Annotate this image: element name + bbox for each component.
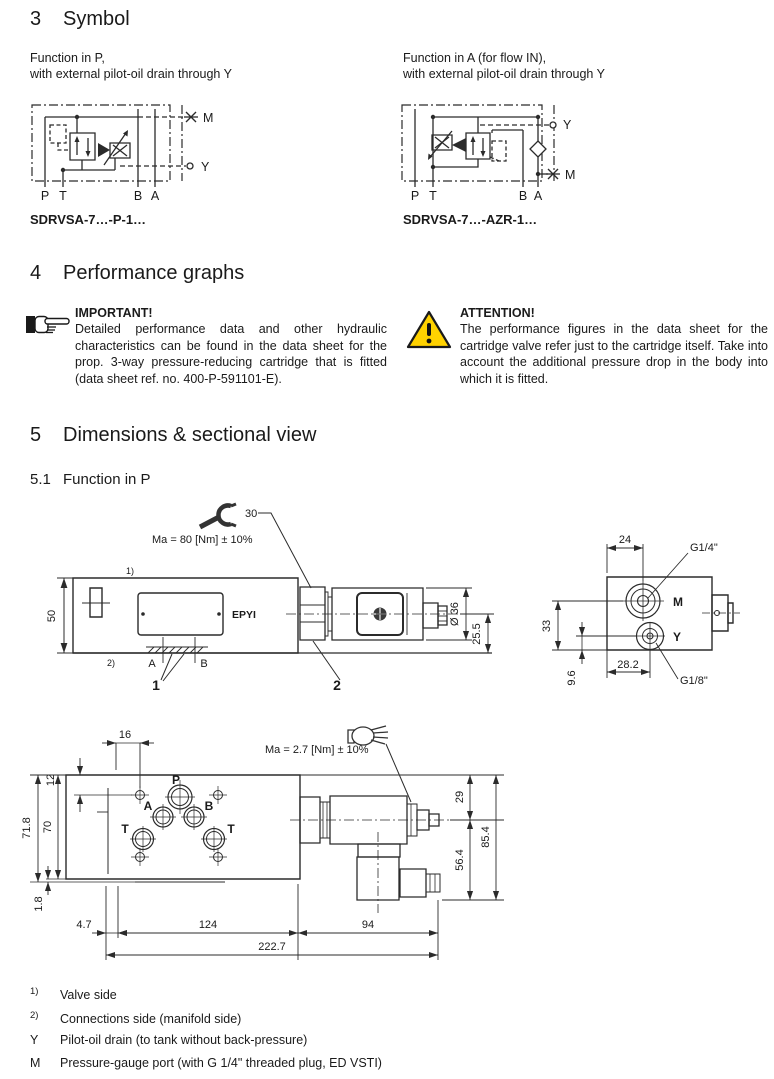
footnote-marker-1: 1) (126, 566, 135, 576)
symbol-right-caption: SDRVSA-7…-AZR-1… (403, 212, 538, 227)
section4-number: 4 (30, 262, 42, 284)
symbol-left-caption: SDRVSA-7…-P-1… (30, 212, 147, 227)
port-circles (130, 780, 227, 852)
footnote-marker: Y (30, 1033, 39, 1047)
thread-g18-leader (656, 643, 678, 679)
valve-body-outline (73, 578, 492, 653)
footnote-text: Valve side (60, 988, 117, 1002)
wrench-leader (258, 513, 311, 588)
hand-tighten-icon (348, 726, 388, 745)
footnote-marker: 2) (30, 1010, 39, 1021)
pointing-hand-icon (26, 311, 74, 341)
top-view-port-p: P (171, 773, 181, 787)
dim-coil-label: Ø 36 (449, 602, 461, 626)
top-view-port-b: B (204, 799, 214, 813)
thread-g14-leader (648, 553, 688, 598)
port-label-a: A (533, 189, 543, 203)
symbol-right-intro-line1: Function in A (for flow IN), (403, 51, 547, 65)
section4-title: Performance graphs (63, 262, 245, 284)
port-label-m: M (203, 111, 214, 125)
port-label-a: A (150, 189, 160, 203)
dim-222-7-label: 222.7 (258, 941, 286, 953)
footnote-text: Connections side (manifold side) (60, 1012, 242, 1026)
dim-12-label: 12 (45, 773, 57, 787)
port-label-p: P (40, 189, 50, 203)
footnote-text: Pressure-gauge port (with G 1/4" threaded plug, ED VSTI) (60, 1056, 382, 1070)
wrench-icon (200, 504, 236, 527)
dimension-drawing-side-view (40, 498, 774, 710)
thread-g18-label: G1/8" (680, 675, 708, 687)
dim-4-7-label: 4.7 (76, 919, 92, 931)
footnote-marker-2: 2) (107, 658, 116, 668)
manifold-plate-outline (66, 775, 300, 882)
dim-16 (102, 743, 154, 788)
top-view-port-t-right: T (227, 822, 235, 836)
section5-sub-title: Function in P (63, 471, 151, 488)
footnote-valve-side (30, 986, 117, 1002)
port-label-p: P (410, 189, 420, 203)
surface-port-b-label: B (200, 658, 208, 670)
wrench-size-label: 30 (245, 508, 258, 520)
port-label-b: B (133, 189, 143, 203)
dim-70-label: 70 (42, 820, 54, 834)
dim-9-6 (576, 622, 636, 664)
dim-124-label: 124 (198, 919, 218, 931)
footnote-connections-side (30, 1010, 241, 1026)
end-view-port-m-label: M (673, 595, 683, 609)
dim-56-4-label: 56.4 (454, 849, 466, 871)
warning-triangle-icon (406, 310, 452, 350)
callout-1-leaders (161, 654, 184, 681)
section5-title: Dimensions & sectional view (63, 424, 317, 446)
attention-heading: ATTENTION! (460, 306, 535, 320)
dim-33 (552, 601, 623, 650)
footnote-marker: M (30, 1056, 41, 1070)
symbol-right-intro (403, 50, 605, 82)
symbol-port-symbols (184, 112, 198, 169)
symbol-left-intro-line2: with external pilot-oil drain through Y (30, 67, 232, 81)
section5-sub-number: 5.1 (30, 471, 51, 488)
footnote-marker: 1) (30, 986, 39, 997)
important-heading: IMPORTANT! (75, 306, 153, 320)
torque-note-2-7nm: Ma = 2.7 [Nm] ± 10% (265, 744, 369, 756)
top-view-port-t-left: T (121, 822, 129, 836)
nameplate-label: EPYI (232, 609, 256, 621)
hand-icon-leader (386, 744, 411, 802)
dim-9-6-label: 9.6 (566, 670, 578, 686)
section5-number: 5 (30, 424, 42, 446)
section3-title: Symbol (63, 8, 130, 30)
port-label-y: Y (201, 160, 210, 174)
dimension-drawing-top-view (18, 708, 538, 978)
callout-2-leader (313, 641, 340, 680)
important-note (75, 306, 387, 387)
cartridge-solenoid (300, 587, 447, 640)
dim-71-8-label: 71.8 (21, 817, 33, 839)
symbol-right-intro-line2: with external pilot-oil drain through Y (403, 67, 605, 81)
dim-28-2-label: 28.2 (617, 659, 639, 671)
callout-2-label: 2 (333, 677, 341, 693)
dim-85-4-label: 85.4 (480, 826, 492, 848)
footnote-m-port (30, 1056, 382, 1070)
port-y-circles (635, 622, 665, 650)
nameplate-screw-left (141, 612, 145, 616)
section3-number: 3 (30, 8, 42, 30)
footnote-y-port (30, 1033, 307, 1047)
port-label-y: Y (563, 118, 572, 132)
thread-g14-label: G1/4" (690, 542, 718, 554)
surface-port-a-label: A (148, 658, 156, 670)
dim-33-label: 33 (541, 619, 553, 633)
end-view-port-y-label: Y (673, 630, 682, 644)
callout-1-label: 1 (152, 677, 160, 693)
dim-24 (607, 544, 643, 581)
hydraulic-symbol-function-a (390, 95, 640, 213)
hydraulic-symbol-function-p (20, 95, 255, 213)
port-label-m: M (565, 168, 576, 182)
port-label-t: T (429, 189, 437, 203)
symbol-left-intro (30, 50, 232, 82)
dim-50-label: 50 (46, 609, 58, 623)
dim-29-label: 29 (454, 790, 466, 804)
dim-12 (74, 758, 132, 812)
top-view-port-a: A (143, 799, 153, 813)
port-label-b: B (518, 189, 528, 203)
dim-axis-label: 25.5 (471, 623, 483, 645)
attention-body: The performance figures in the data sheet for the cartridge valve refer just to the cartridge itself. Take into account the additional pressure drop in the body into which it is fitted. (460, 322, 768, 386)
symbol-port-symbols (546, 122, 560, 179)
important-body: Detailed performance data and other hydraulic characteristics can be found in the data sheet for the prop. 3-way pressure-reducing cartridge that is fitted (data sheet ref. no. 400-P-591101-E). (75, 322, 387, 386)
torque-note-80nm: Ma = 80 [Nm] ± 10% (152, 534, 253, 546)
dim-1-8-label: 1.8 (33, 896, 45, 912)
footnote-text: Pilot-oil drain (to tank without back-pressure) (60, 1033, 308, 1047)
solenoid-top-view (290, 796, 454, 913)
mounting-holes (131, 786, 227, 866)
attention-note (460, 306, 768, 387)
symbol-left-intro-line1: Function in P, (30, 51, 105, 65)
nameplate-screw-right (217, 612, 221, 616)
dim-94-label: 94 (361, 919, 375, 931)
dim-24-label: 24 (618, 534, 632, 546)
dim-16-label: 16 (118, 729, 132, 741)
port-label-t: T (59, 189, 67, 203)
